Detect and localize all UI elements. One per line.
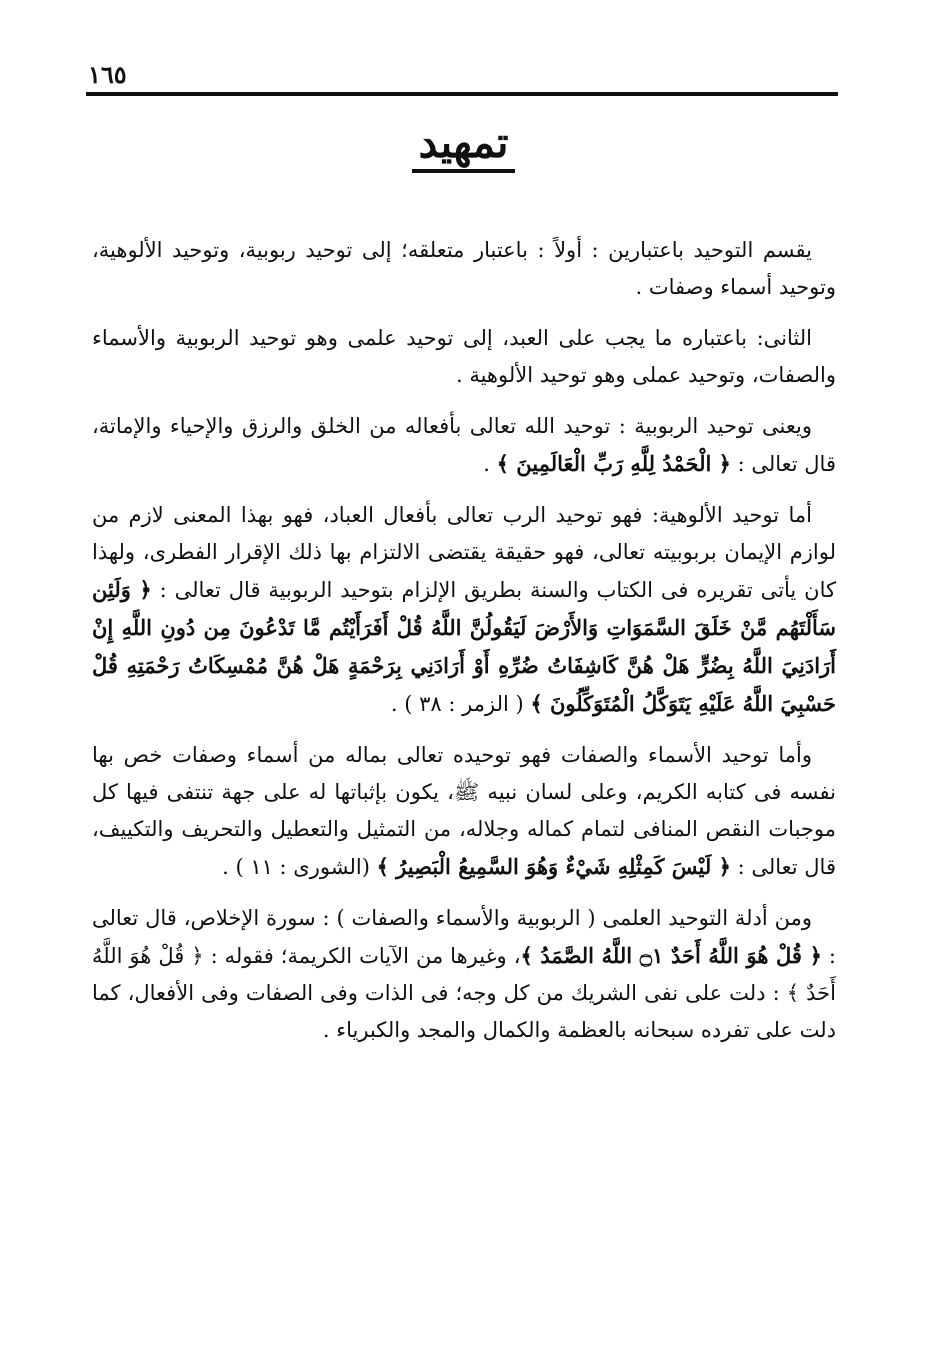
paragraph [92, 737, 836, 886]
paragraph-text: ويعنى توحيد الربوبية : توحيد الله تعالى بأفعاله من الخلق والرزق والإحياء والإماتة، قال تعالى : [92, 414, 836, 476]
paragraph-text: يقسم التوحيد باعتبارين : أولاً : باعتبار متعلقه؛ إلى توحيد ربوبية، وتوحيد الألوهية، وتوحيد أسماء وصفات . [92, 238, 836, 299]
paragraph-text: الثانى: باعتباره ما يجب على العبد، إلى توحيد علمى وهو توحيد الربوبية والأسماء والصفات، وتوحيد عملى وهو توحيد الألوهية . [92, 326, 836, 387]
paragraph [92, 408, 836, 483]
quran-verse: ﴿ لَيْسَ كَمِثْلِهِ شَيْءٌ وَهُوَ السَّمِيعُ الْبَصِيرُ ﴾ [376, 854, 731, 879]
paragraph-text: ومن أدلة التوحيد العلمى ( الربوبية والأسماء والصفات ) : سورة الإخلاص، قال تعالى : [92, 906, 836, 968]
paragraph-text-end: . [222, 855, 236, 879]
paragraph-text-end: . [483, 452, 497, 476]
paragraph-text: أما توحيد الألوهية: فهو توحيد الرب تعالى بأفعال العباد، فهو بهذا المعنى لازم من لوازم الإيمان بربوبيته تعالى، فهو حقيقة يقتضى الالتزام بها ذلك الإقرار الفطرى، ولهذا كان يأتى تقريره فى الكتاب والسنة بطريق الإلزام بتوحيد الربوبية قال تعالى : [92, 503, 836, 602]
paragraph [92, 900, 836, 1049]
body-text [92, 232, 836, 1063]
chapter-title-text: تمهيد [412, 118, 514, 173]
page-number: ١٦٥ [88, 60, 127, 89]
header-rule [86, 92, 838, 96]
paragraph [92, 320, 836, 394]
verse-reference: ( الزمر : ٣٨ ) [404, 692, 531, 716]
paragraph [92, 497, 836, 723]
paragraph-text: وأما توحيد الأسماء والصفات فهو توحيده تعالى بماله من أسماء وصفات خص بها نفسه فى كتابه الكريم، وعلى لسان نبيه ﷺ، يكون بإثباتها له على جهة تنتفى فيها كل موجبات النقص المنافى لتمام كماله وجلاله، من التمثيل والتعطيل والتحريف والتكييف، قال تعالى : [92, 743, 836, 879]
paragraph-text-end: ، وغيرها من الآيات الكريمة؛ فقوله : ﴿ قُلْ هُوَ اللَّهُ أَحَدٌ ﴾ : دلت على نفى الشريك من كل وجه؛ فى الذات وفى الصفات وفى الأفعال، كما دلت على تفرده سبحانه بالعظمة والكمال والمجد والكبرياء . [92, 944, 836, 1042]
quran-verse: ﴿ وَلَئِن سَأَلْتَهُم مَّنْ خَلَقَ السَّمَوَاتِ وَالأَرْضَ لَيَقُولُنَّ اللَّهُ قُلْ أَفَرَأَيْتُم مَّا تَدْعُونَ مِن دُونِ اللَّهِ إِنْ أَرَادَنِيَ اللَّهُ بِضُرٍّ هَلْ هُنَّ كَاشِفَاتُ ضُرِّهِ أَوْ أَرَادَنِي بِرَحْمَةٍ هَلْ هُنَّ مُمْسِكَاتُ رَحْمَتِهِ قُلْ حَسْبِيَ اللَّهُ عَلَيْهِ يَتَوَكَّلُ الْمُتَوَكِّلُونَ ﴾ [92, 577, 836, 716]
paragraph [92, 232, 836, 306]
quran-verse: ﴿ الْحَمْدُ لِلَّهِ رَبِّ الْعَالَمِينَ ﴾ [496, 451, 731, 476]
chapter-title [0, 118, 927, 167]
verse-reference: (الشورى : ١١ ) [235, 855, 377, 879]
paragraph-text-end: . [390, 692, 405, 716]
quran-verse: ﴿ قُلْ هُوَ اللَّهُ أَحَدٌ ۝١ اللَّهُ الصَّمَدُ ﴾ [520, 943, 822, 968]
